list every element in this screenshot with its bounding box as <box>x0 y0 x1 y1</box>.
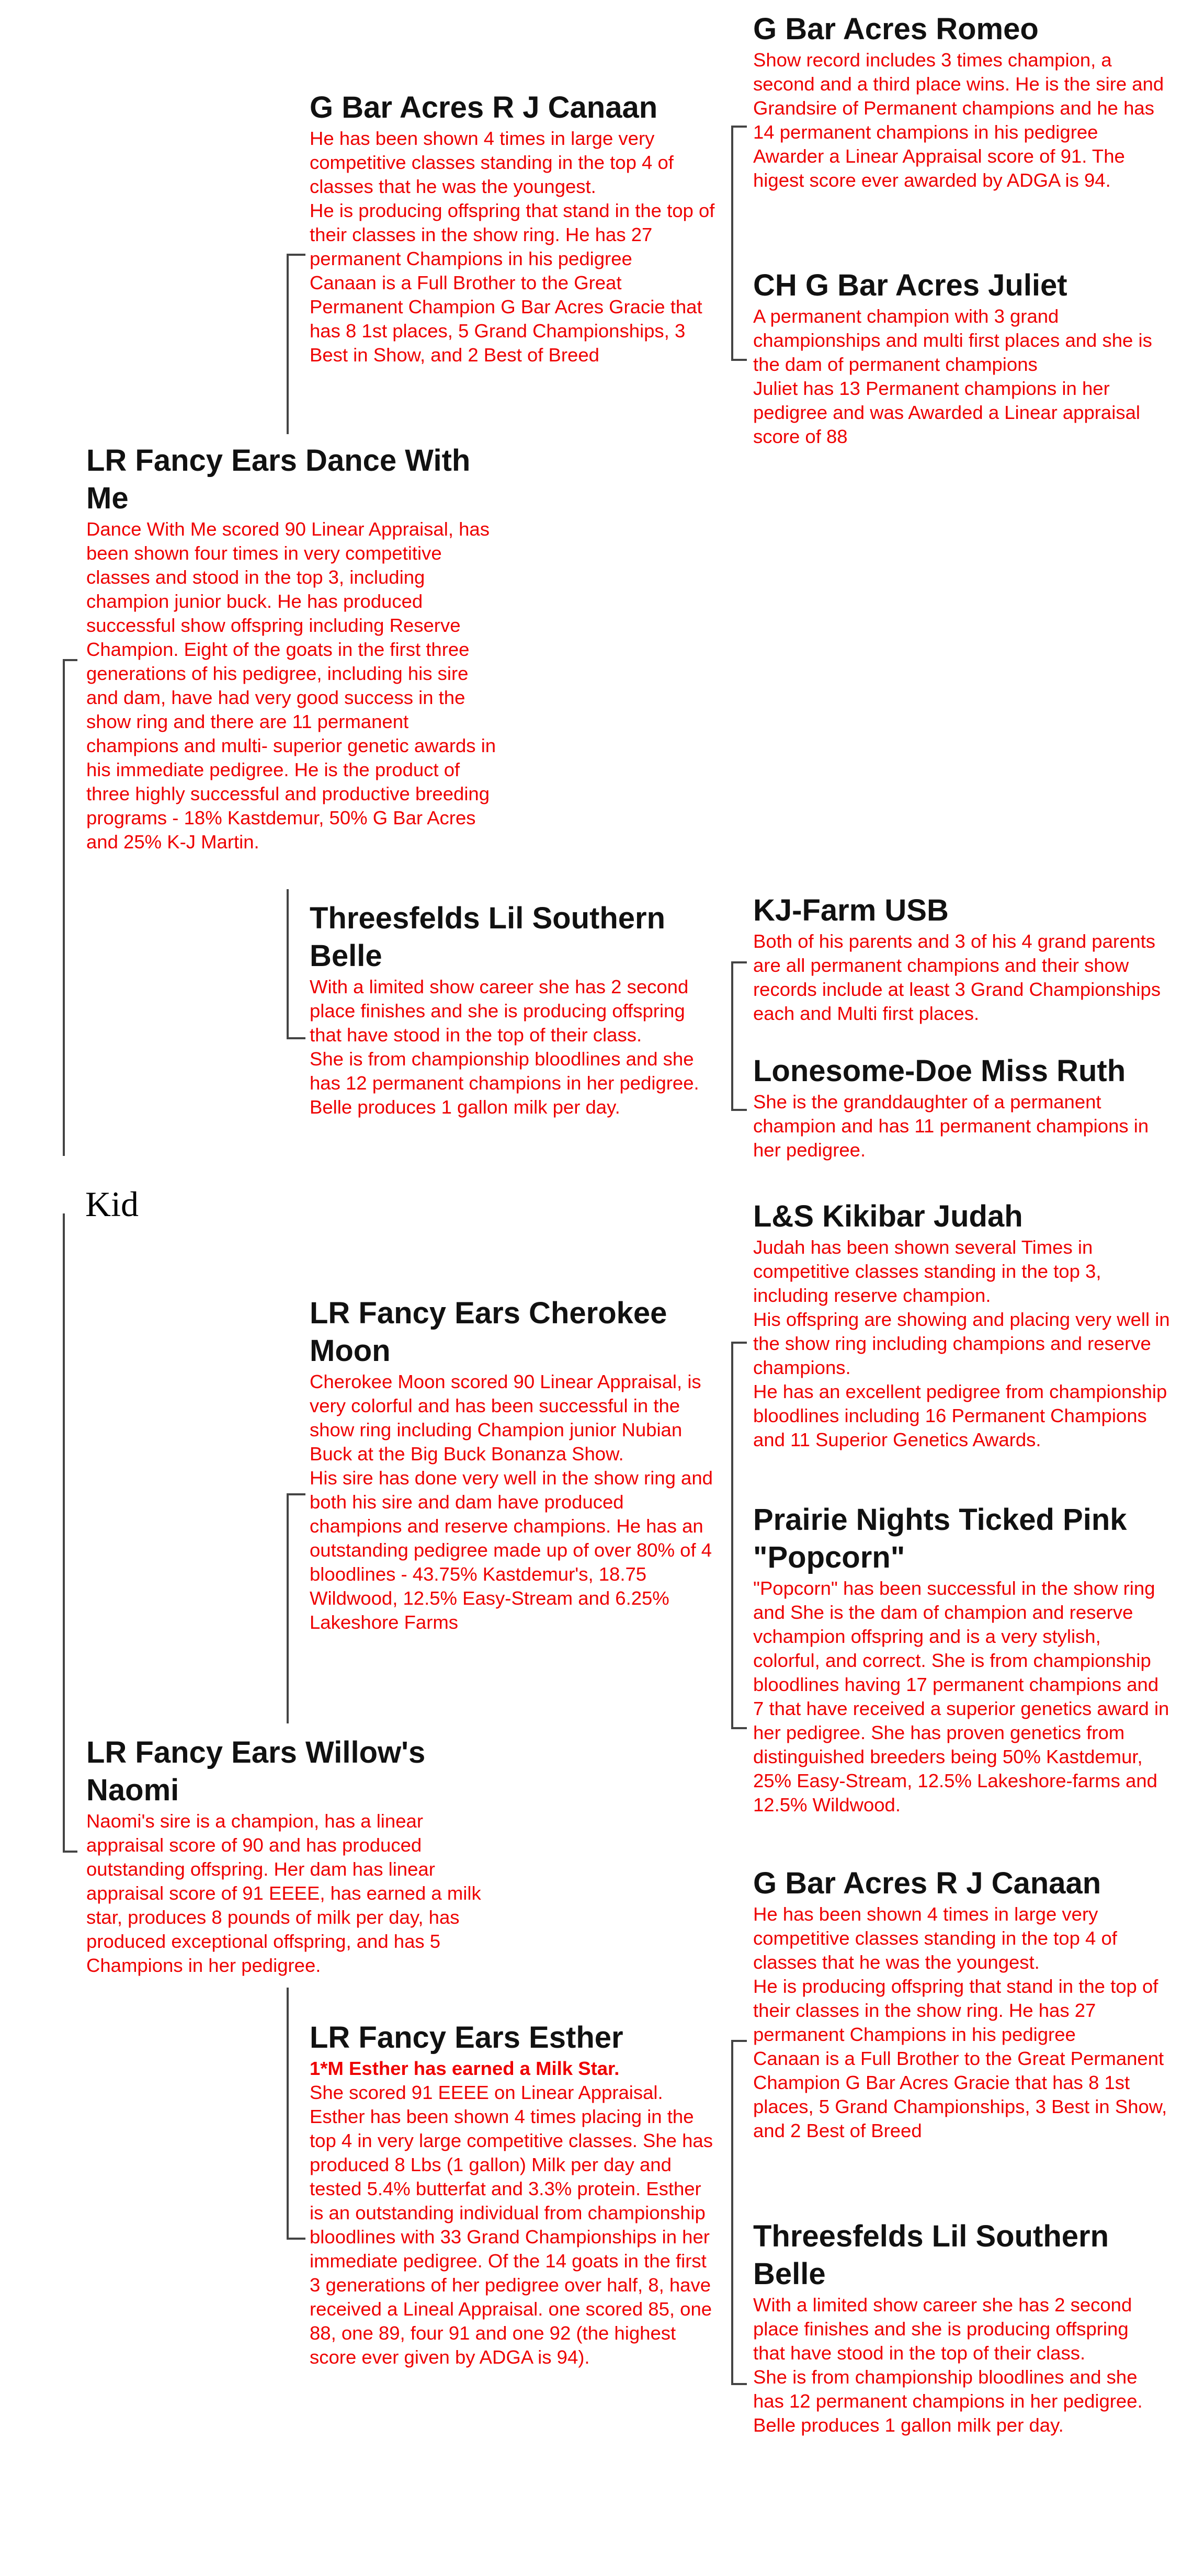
bracket-belle-sire-tick <box>731 961 747 963</box>
bracket-dam-sire-tick <box>287 1493 305 1495</box>
sire-name: LR Fancy Ears Dance With Me <box>86 444 471 515</box>
dam-dam-dam-description <box>753 2293 1161 2437</box>
dam-dam-dam-card <box>753 2218 1161 2437</box>
dam-sire-sire-name: L&S Kikibar Judah <box>753 1199 1023 1233</box>
dam-sire-name: LR Fancy Ears Cherokee Moon <box>310 1296 667 1368</box>
sire-sire-dam-paragraph: Juliet has 13 Permanent champions in her pedigree and was Awarded a Linear appraisal score of 88 <box>753 378 1140 447</box>
sire-dam-dam-name: Lonesome-Doe Miss Ruth <box>753 1054 1126 1088</box>
sire-description <box>86 517 505 854</box>
dam-dam-description <box>310 2057 718 2369</box>
sire-sire-dam-card <box>753 267 1172 449</box>
sire-sire-paragraph: He is producing offspring that stand in the top of their classes in the show ring. He has 27 permanent Champions in his pedigree <box>310 200 715 269</box>
dam-sire-dam-name: Prairie Nights Ticked Pink "Popcorn" <box>753 1503 1127 1574</box>
sire-sire-sire-card <box>753 10 1172 192</box>
bracket-kid-to-sire <box>63 659 65 1156</box>
sire-sire-paragraph: Canaan is a Full Brother to the Great Permanent Champion G Bar Acres Gracie that has 8 1st places, 5 Grand Championships, 3 Best in Show, and 2 Best of Breed <box>310 272 702 366</box>
bracket-esther-parents <box>731 2040 733 2385</box>
sire-sire-sire-description <box>753 48 1172 192</box>
bracket-esther-dam-tick <box>731 2383 747 2385</box>
dam-sire-dam-description <box>753 1576 1172 1817</box>
dam-sire-description <box>310 1370 718 1635</box>
dam-dam-sire-name: G Bar Acres R J Canaan <box>753 1866 1101 1900</box>
bracket-sire-to-sire <box>287 254 289 434</box>
sire-card <box>86 442 505 854</box>
bracket-cherokee-dam-tick <box>731 1727 747 1729</box>
bracket-dam-dam-tick <box>287 2238 305 2240</box>
dam-name: LR Fancy Ears Willow's Naomi <box>86 1735 426 1807</box>
dam-dam-sire-paragraph: Canaan is a Full Brother to the Great Permanent Champion G Bar Acres Gracie that has 8 1st places, 5 Grand Championships, 3 Best in Show, and 2 Best of Breed <box>753 2048 1167 2141</box>
dam-sire-paragraph: His sire has done very well in the show ring and both his sire and dam have produced champions and reserve champions. He has an outstanding pedigree made up of over 80% of 4 bloodlines - 43.75% Kastdemur's, 18.75 Wildwood, 12.5% Easy-Stream and 6.25% Lakeshore Farms <box>310 1467 713 1633</box>
sire-dam-name: Threesfelds Lil Southern Belle <box>310 901 665 973</box>
sire-dam-sire-card <box>753 892 1177 1026</box>
sire-dam-paragraph: With a limited show career she has 2 second place finishes and she is producing offspring that have stood in the top of their class. <box>310 976 689 1046</box>
dam-description <box>86 1809 505 1978</box>
sire-sire-description <box>310 127 718 367</box>
kid-label: Kid <box>85 1184 139 1224</box>
sire-dam-description <box>310 975 712 1119</box>
sire-sire-name: G Bar Acres R J Canaan <box>310 90 658 124</box>
sire-dam-sire-paragraph: Both of his parents and 3 of his 4 grand parents are all permanent champions and their show records include at least 3 Grand Championships each and Multi first places. <box>753 930 1161 1024</box>
bracket-esther-sire-tick <box>731 2040 747 2042</box>
sire-sire-dam-paragraph: A permanent champion with 3 grand championships and multi first places and she is the dam of permanent champions <box>753 305 1152 375</box>
sire-dam-dam-card <box>753 1052 1172 1162</box>
bracket-sire-to-dam <box>287 889 289 1038</box>
dam-dam-dam-paragraph: She is from championship bloodlines and she has 12 permanent champions in her pedigree. Belle produces 1 gallon milk per day. <box>753 2366 1143 2436</box>
bracket-cherokee-sire-tick <box>731 1342 747 1344</box>
bracket-sire-sire-tick <box>287 254 305 256</box>
dam-sire-dam-paragraph: "Popcorn" has been successful in the show ring and She is the dam of champion and reserve vchampion offspring and is a very stylish, colorful, and correct. She is from championship bloodlines having 17 permanent champions and 7 that have received a superior genetics award in her pedigree. She has proven genetics from distinguished breeders being 50% Kastdemur, 25% Easy-Stream, 12.5% Lakeshore-farms and 12.5% Wildwood. <box>753 1578 1169 1815</box>
sire-dam-sire-name: KJ-Farm USB <box>753 893 949 927</box>
bracket-dam-to-dam <box>287 1988 289 2239</box>
bracket-sire-dam-tick <box>287 1037 305 1039</box>
sire-sire-sire-paragraph: Show record includes 3 times champion, a second and a third place wins. He is the sire and Grandsire of Permanent champions and he has 14 permanent champions in his pedigree <box>753 49 1164 143</box>
bracket-kid-sire-tick <box>63 659 77 661</box>
dam-dam-card <box>310 2019 718 2369</box>
bracket-belle-dam-tick <box>731 1109 747 1111</box>
bracket-belle-parents <box>731 961 733 1110</box>
sire-dam-card <box>310 900 712 1119</box>
dam-sire-paragraph: Cherokee Moon scored 90 Linear Appraisal, is very colorful and has been successful in the show ring including Champion junior Nubian Buck at the Big Buck Bonanza Show. <box>310 1371 701 1465</box>
dam-sire-sire-card <box>753 1198 1172 1452</box>
dam-sire-card <box>310 1295 718 1635</box>
sire-paragraph: Dance With Me scored 90 Linear Appraisal, has been shown four times in very competitive classes and stood in the top 3, including champion junior buck. He has produced successful show offspring including Reserve Champion. Eight of the goats in the first three generations of his pedigree, including his sire and dam, have had very good success in the show ring and there are 11 permanent champions and multi- superior genetic awards in his immediate pedigree. He is the product of three highly successful and productive breeding programs - 18% Kastdemur, 50% G Bar Acres and 25% K-J Martin. <box>86 518 496 853</box>
dam-dam-sire-paragraph: He is producing offspring that stand in the top of their classes in the show ring. He has 27 permanent Champions in his pedigree <box>753 1976 1158 2045</box>
dam-dam-sire-description <box>753 1902 1172 2143</box>
bracket-dam-to-sire <box>287 1493 289 1723</box>
sire-sire-paragraph: He has been shown 4 times in large very competitive classes standing in the top 4 of classes that he was the youngest. <box>310 128 674 197</box>
dam-paragraph: Naomi's sire is a champion, has a linear appraisal score of 90 and has produced outstanding offspring. Her dam has linear appraisal score of 91 EEEE, has earned a milk star, produces 8 pounds of milk per day, has produced exceptional offspring, and has 5 Champions in her pedigree. <box>86 1810 481 1976</box>
milk-star-note: 1*M Esther has earned a Milk Star. <box>310 2058 620 2079</box>
dam-dam-dam-paragraph: With a limited show career she has 2 second place finishes and she is producing offspring that have stood in the top of their class. <box>753 2294 1132 2364</box>
bracket-canaan-parents <box>731 126 733 361</box>
bracket-kid-to-dam <box>63 1213 65 1852</box>
bracket-cherokee-parents <box>731 1342 733 1729</box>
dam-dam-name: LR Fancy Ears Esther <box>310 2021 623 2055</box>
sire-sire-dam-description <box>753 304 1172 449</box>
dam-sire-dam-card <box>753 1501 1172 1817</box>
dam-dam-paragraph: She scored 91 EEEE on Linear Appraisal. Esther has been shown 4 times placing in the top 4 in very large competitive classes. She has produced 8 Lbs (1 gallon) Milk per day and tested 5.4% butterfat and 3.3% protein. Esther is an outstanding individual from championship bloodlines with 33 Grand Championships in her immediate pedigree. Of the 14 goats in the first 3 generations of her pedigree over half, 8, have received a Lineal Appraisal. one scored 85, one 88, one 89, four 91 and one 92 (the highest score ever given by ADGA is 94). <box>310 2082 713 2368</box>
bracket-kid-dam-tick <box>63 1851 77 1853</box>
sire-sire-sire-paragraph: Awarder a Linear Appraisal score of 91. The higest score ever awarded by ADGA is 94. <box>753 145 1125 191</box>
sire-sire-sire-name: G Bar Acres Romeo <box>753 12 1039 46</box>
sire-dam-paragraph: She is from championship bloodlines and she has 12 permanent champions in her pedigree. Belle produces 1 gallon milk per day. <box>310 1048 699 1118</box>
sire-dam-dam-paragraph: She is the granddaughter of a permanent champion and has 11 permanent champions in her pedigree. <box>753 1091 1149 1161</box>
sire-dam-dam-description <box>753 1090 1172 1162</box>
dam-sire-sire-paragraph: Judah has been shown several Times in competitive classes standing in the top 3, including reserve champion. <box>753 1236 1101 1306</box>
dam-sire-sire-paragraph: His offspring are showing and placing very well in the show ring including champions and reserve champions. <box>753 1309 1170 1378</box>
sire-dam-sire-description <box>753 929 1177 1026</box>
dam-dam-sire-paragraph: He has been shown 4 times in large very competitive classes standing in the top 4 of classes that he was the youngest. <box>753 1903 1117 1973</box>
dam-sire-sire-paragraph: He has an excellent pedigree from championship bloodlines including 16 Permanent Champions and 11 Superior Genetics Awards. <box>753 1381 1167 1450</box>
dam-dam-dam-name: Threesfelds Lil Southern Belle <box>753 2219 1109 2291</box>
bracket-canaan-dam-tick <box>731 359 747 361</box>
bracket-canaan-sire-tick <box>731 126 747 128</box>
dam-card <box>86 1734 505 1978</box>
sire-sire-card <box>310 89 718 367</box>
dam-sire-sire-description <box>753 1235 1172 1452</box>
sire-sire-dam-name: CH G Bar Acres Juliet <box>753 268 1067 302</box>
dam-dam-sire-card <box>753 1865 1172 2143</box>
